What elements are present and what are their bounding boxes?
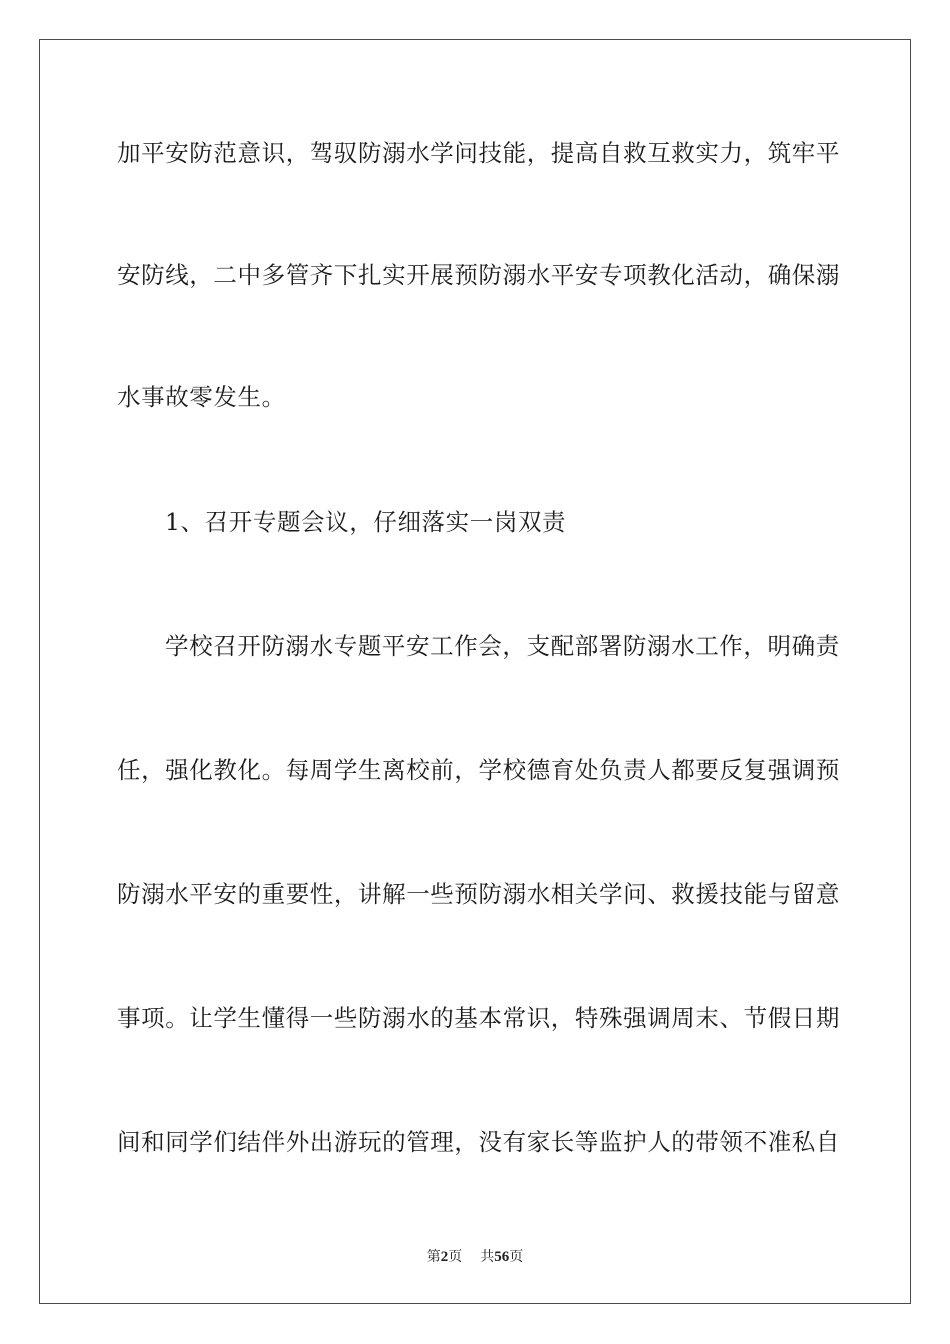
body-text-line: 加平安防范意识，驾驭防溺水学问技能，提高自救互救实力，筑牢平 [117, 139, 840, 167]
total-prefix: 共 [480, 1249, 495, 1265]
total-suffix: 页 [509, 1249, 524, 1265]
body-text-line: 防溺水平安的重要性，讲解一些预防溺水相关学问、救援技能与留意 [117, 880, 840, 908]
body-text-line: 安防线，二中多管齐下扎实开展预防溺水平安专项教化活动，确保溺 [117, 261, 840, 289]
body-text-line: 事项。让学生懂得一些防溺水的基本常识，特殊强调周末、节假日期 [117, 1004, 840, 1032]
page-suffix: 页 [448, 1249, 463, 1265]
total-pages: 56 [494, 1249, 510, 1265]
body-text-line: 学校召开防溺水专题平安工作会，支配部署防溺水工作，明确责 [165, 632, 840, 660]
body-text-line: 水事故零发生。 [117, 383, 286, 411]
body-text-line: 任，强化教化。每周学生离校前，学校德育处负责人都要反复强调预 [117, 756, 840, 784]
section-heading: 1、召开专题会议，仔细落实一岗双责 [165, 508, 567, 536]
page-footer [0, 1248, 950, 1266]
current-page-number: 2 [440, 1249, 449, 1265]
page-prefix: 第 [426, 1249, 441, 1265]
page-border [39, 39, 911, 1304]
body-text-line: 间和同学们结伴外出游玩的管理，没有家长等监护人的带领不准私自 [117, 1128, 840, 1156]
